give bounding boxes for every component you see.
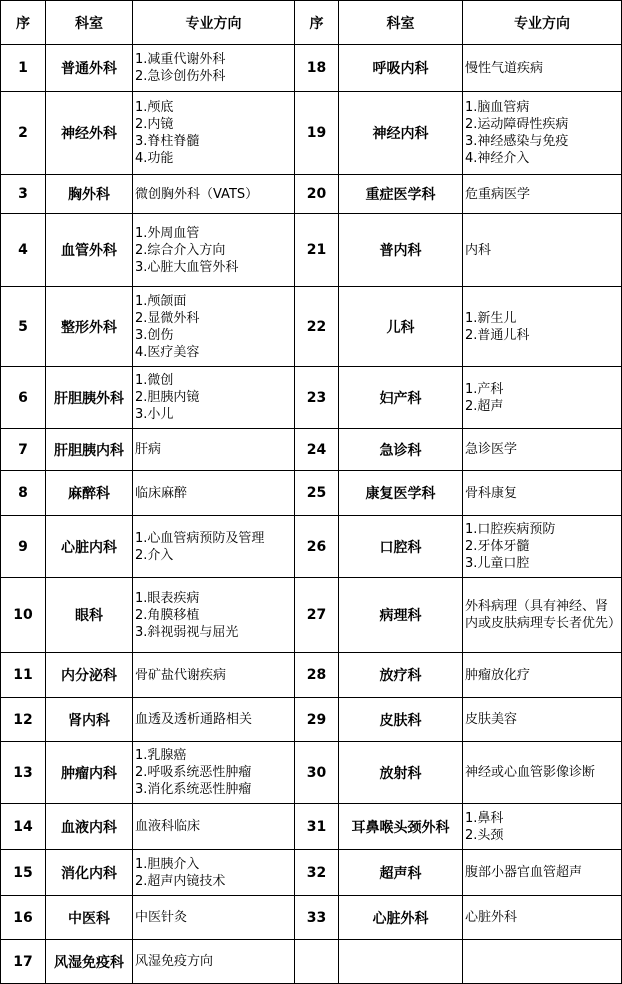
- row-number: 14: [1, 804, 46, 850]
- direction-item: 2.头颈: [465, 827, 504, 843]
- direction-item: 1.产科: [465, 381, 504, 397]
- header-dir-left: 专业方向: [133, 1, 295, 45]
- department-name: 麻醉科: [46, 471, 133, 516]
- direction-item: 中医针灸: [135, 910, 188, 925]
- table-row: [1, 698, 622, 742]
- department-name: 口腔科: [339, 516, 463, 578]
- table-row: [1, 92, 622, 175]
- specialty-direction: [463, 429, 622, 471]
- department-name: 超声科: [339, 850, 463, 896]
- row-number: 25: [295, 471, 339, 516]
- row-number: 31: [295, 804, 339, 850]
- direction-item: 4.神经介入: [465, 151, 530, 166]
- direction-item: 2.急诊创伤外科: [135, 69, 226, 84]
- department-name: 耳鼻喉头颈外科: [339, 804, 463, 850]
- direction-item: 3.儿童口腔: [465, 556, 530, 571]
- table-row: [1, 287, 622, 367]
- direction-item: 3.脊柱脊髓: [135, 134, 200, 149]
- row-number: 30: [295, 742, 339, 804]
- specialty-direction: [463, 471, 622, 516]
- specialty-direction: [133, 175, 295, 214]
- direction-item: 3.神经感染与免疫: [465, 134, 569, 149]
- direction-item: 2.普通儿科: [465, 327, 530, 343]
- row-number: 16: [1, 896, 46, 940]
- direction-item: 肿瘤放化疗: [465, 667, 531, 683]
- department-name: 放射科: [339, 742, 463, 804]
- direction-item: 1.颅底: [135, 100, 174, 115]
- specialty-direction: [463, 516, 622, 578]
- row-number: 11: [1, 653, 46, 698]
- direction-item: 微创胸外科（VATS）: [135, 186, 259, 202]
- department-name: 整形外科: [46, 287, 133, 367]
- department-name: 神经内科: [339, 92, 463, 175]
- empty-cell: [295, 940, 339, 984]
- row-number: 26: [295, 516, 339, 578]
- department-name: 病理科: [339, 578, 463, 653]
- table-row: [1, 367, 622, 429]
- table-row: [1, 896, 622, 940]
- row-number: 17: [1, 940, 46, 984]
- header-dept-right: 科室: [339, 1, 463, 45]
- row-number: 18: [295, 45, 339, 92]
- direction-item: 心脏外科: [465, 910, 518, 925]
- direction-item: 2.超声内镜技术: [135, 873, 226, 889]
- direction-item: 血液科临床: [135, 819, 201, 834]
- specialty-direction: [463, 698, 622, 742]
- header-no-right: 序: [295, 1, 339, 45]
- row-number: 8: [1, 471, 46, 516]
- header-dept-left: 科室: [46, 1, 133, 45]
- direction-item: 1.胆胰介入: [135, 856, 200, 872]
- row-number: 1: [1, 45, 46, 92]
- direction-item: 急诊医学: [465, 442, 518, 457]
- direction-item: 2.显微外科: [135, 310, 200, 326]
- specialty-direction: [133, 578, 295, 653]
- department-name: 普内科: [339, 214, 463, 287]
- department-name: 眼科: [46, 578, 133, 653]
- department-name: 儿科: [339, 287, 463, 367]
- direction-item: 临床麻醉: [135, 485, 188, 501]
- direction-item: 3.心脏大血管外科: [135, 259, 239, 275]
- department-name: 急诊科: [339, 429, 463, 471]
- direction-item: 危重病医学: [465, 186, 531, 202]
- specialty-direction: [133, 92, 295, 175]
- direction-item: 2.角膜移植: [135, 607, 200, 623]
- department-name: 肾内科: [46, 698, 133, 742]
- department-name: 放疗科: [339, 653, 463, 698]
- department-name: 内分泌科: [46, 653, 133, 698]
- specialty-direction: [463, 214, 622, 287]
- direction-item: 3.消化系统恶性肿瘤: [135, 782, 252, 797]
- specialty-direction: [133, 516, 295, 578]
- direction-item: 2.内镜: [135, 117, 174, 132]
- header-no-left: 序: [1, 1, 46, 45]
- row-number: 9: [1, 516, 46, 578]
- direction-item: 1.鼻科: [465, 810, 504, 826]
- row-number: 13: [1, 742, 46, 804]
- specialty-direction: [133, 653, 295, 698]
- direction-item: 4.功能: [135, 151, 174, 166]
- row-number: 24: [295, 429, 339, 471]
- table-row: [1, 45, 622, 92]
- specialty-direction: [463, 45, 622, 92]
- direction-item: 3.小儿: [135, 407, 174, 422]
- specialty-direction: [133, 287, 295, 367]
- direction-item: 慢性气道疾病: [465, 60, 544, 76]
- department-name: 胸外科: [46, 175, 133, 214]
- department-name: 肿瘤内科: [46, 742, 133, 804]
- row-number: 6: [1, 367, 46, 429]
- direction-item: 1.心血管病预防及管理: [135, 530, 265, 546]
- specialty-direction: [463, 850, 622, 896]
- direction-item: 2.牙体牙髓: [465, 539, 530, 554]
- department-name: 心脏内科: [46, 516, 133, 578]
- row-number: 3: [1, 175, 46, 214]
- direction-item: 神经或心血管影像诊断: [465, 765, 596, 780]
- department-name: 重症医学科: [339, 175, 463, 214]
- row-number: 4: [1, 214, 46, 287]
- specialty-direction: [133, 850, 295, 896]
- row-number: 10: [1, 578, 46, 653]
- specialty-direction: [133, 429, 295, 471]
- department-name: 肝胆胰内科: [46, 429, 133, 471]
- direction-item: 1.新生儿: [465, 310, 517, 326]
- direction-item: 2.胆胰内镜: [135, 390, 200, 405]
- direction-item: 外科病理（具有神经、肾内或皮肤病理专长者优先）: [465, 599, 622, 631]
- table-row: [1, 214, 622, 287]
- row-number: 22: [295, 287, 339, 367]
- direction-item: 2.呼吸系统恶性肿瘤: [135, 765, 252, 780]
- row-number: 7: [1, 429, 46, 471]
- row-number: 21: [295, 214, 339, 287]
- direction-item: 骨科康复: [465, 485, 518, 501]
- header-row: [1, 1, 622, 45]
- direction-item: 肝病: [135, 442, 162, 457]
- direction-item: 4.医疗美容: [135, 344, 200, 360]
- row-number: 23: [295, 367, 339, 429]
- row-number: 19: [295, 92, 339, 175]
- direction-item: 风湿免疫方向: [135, 954, 214, 969]
- department-name: 心脏外科: [339, 896, 463, 940]
- empty-cell: [463, 940, 622, 984]
- row-number: 15: [1, 850, 46, 896]
- specialty-direction: [133, 367, 295, 429]
- direction-item: 1.口腔疾病预防: [465, 522, 556, 537]
- direction-item: 1.外周血管: [135, 225, 200, 241]
- row-number: 5: [1, 287, 46, 367]
- table-row: [1, 175, 622, 214]
- department-name: 神经外科: [46, 92, 133, 175]
- specialty-direction: [133, 471, 295, 516]
- direction-item: 2.运动障碍性疾病: [465, 117, 569, 132]
- row-number: 29: [295, 698, 339, 742]
- table-row: [1, 940, 622, 984]
- row-number: 20: [295, 175, 339, 214]
- direction-item: 1.乳腺癌: [135, 748, 187, 763]
- direction-item: 2.超声: [465, 398, 504, 414]
- specialty-direction: [133, 698, 295, 742]
- table-row: [1, 804, 622, 850]
- direction-item: 1.眼表疾病: [135, 590, 200, 606]
- table-row: [1, 653, 622, 698]
- direction-item: 1.脑血管病: [465, 100, 530, 115]
- department-name: 呼吸内科: [339, 45, 463, 92]
- specialty-direction: [463, 742, 622, 804]
- table-body: [1, 45, 622, 984]
- specialty-direction: [133, 804, 295, 850]
- specialty-direction: [463, 367, 622, 429]
- department-name: 康复医学科: [339, 471, 463, 516]
- specialty-direction: [463, 653, 622, 698]
- department-name: 血液内科: [46, 804, 133, 850]
- specialty-direction: [463, 287, 622, 367]
- row-number: 27: [295, 578, 339, 653]
- department-name: 中医科: [46, 896, 133, 940]
- table-row: [1, 742, 622, 804]
- department-name: 肝胆胰外科: [46, 367, 133, 429]
- row-number: 33: [295, 896, 339, 940]
- table-row: [1, 850, 622, 896]
- row-number: 12: [1, 698, 46, 742]
- direction-item: 3.斜视弱视与屈光: [135, 624, 239, 640]
- table-row: [1, 578, 622, 653]
- direction-item: 2.综合介入方向: [135, 242, 226, 258]
- table-row: [1, 471, 622, 516]
- department-name: 消化内科: [46, 850, 133, 896]
- direction-item: 腹部小器官血管超声: [465, 865, 583, 880]
- direction-item: 血透及透析通路相关: [135, 712, 253, 727]
- row-number: 32: [295, 850, 339, 896]
- department-name: 血管外科: [46, 214, 133, 287]
- table-row: [1, 429, 622, 471]
- department-name: 皮肤科: [339, 698, 463, 742]
- specialty-direction: [463, 804, 622, 850]
- specialty-direction: [463, 92, 622, 175]
- department-name: 普通外科: [46, 45, 133, 92]
- row-number: 2: [1, 92, 46, 175]
- direction-item: 2.介入: [135, 547, 174, 563]
- header-dir-right: 专业方向: [463, 1, 622, 45]
- specialty-direction: [463, 896, 622, 940]
- specialty-direction: [463, 578, 622, 653]
- row-number: 28: [295, 653, 339, 698]
- table-row: [1, 516, 622, 578]
- specialty-direction: [133, 45, 295, 92]
- direction-item: 骨矿盐代谢疾病: [135, 667, 227, 683]
- specialty-direction: [133, 896, 295, 940]
- direction-item: 1.颅颌面: [135, 293, 187, 309]
- direction-item: 内科: [465, 242, 492, 258]
- specialty-direction: [133, 742, 295, 804]
- empty-cell: [339, 940, 463, 984]
- department-name: 风湿免疫科: [46, 940, 133, 984]
- specialty-direction: [133, 214, 295, 287]
- specialty-direction: [463, 175, 622, 214]
- direction-item: 1.微创: [135, 373, 174, 388]
- direction-item: 1.减重代谢外科: [135, 52, 226, 67]
- direction-item: 皮肤美容: [465, 712, 518, 727]
- specialty-direction: [133, 940, 295, 984]
- department-name: 妇产科: [339, 367, 463, 429]
- direction-item: 3.创伤: [135, 327, 174, 343]
